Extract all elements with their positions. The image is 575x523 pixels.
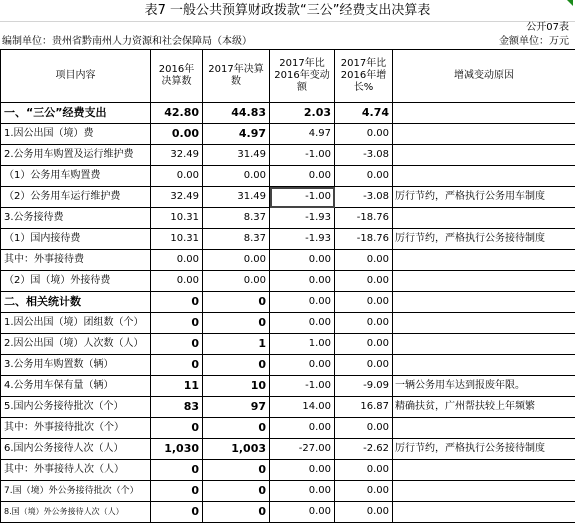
cell-2017[interactable]: 8.37 — [203, 208, 270, 229]
cell-reason[interactable] — [393, 481, 575, 502]
row-name-cell[interactable]: 3.公务接待费 — [1, 208, 151, 229]
cell-reason[interactable]: 厉行节约，严格执行公务用车制度 — [393, 187, 575, 208]
cell-change[interactable]: 1.00 — [270, 334, 335, 355]
cell-reason[interactable]: 厉行节约，严格执行公务接待制度 — [393, 229, 575, 250]
cell-2016[interactable]: 0 — [151, 502, 203, 523]
cell-growth[interactable]: -18.76 — [335, 208, 393, 229]
table-row — [1, 292, 575, 313]
cell-2016[interactable]: 0 — [151, 418, 203, 439]
cell-reason[interactable] — [393, 292, 575, 313]
cell-2017[interactable]: 0 — [203, 313, 270, 334]
selected-cell[interactable]: -1.00 — [270, 187, 335, 208]
table-row — [1, 250, 575, 271]
row-name-cell[interactable]: （2）国（境）外接待费 — [1, 271, 151, 292]
header-reason[interactable]: 增减变动原因 — [393, 50, 575, 103]
cell-change[interactable]: 0.00 — [270, 250, 335, 271]
cell-change[interactable]: 0.00 — [270, 313, 335, 334]
cell-change[interactable]: 4.97 — [270, 124, 335, 145]
cell-2016[interactable]: 10.31 — [151, 208, 203, 229]
cell-2017[interactable]: 0 — [203, 292, 270, 313]
cell-growth[interactable]: -2.62 — [335, 439, 393, 460]
row-name-cell[interactable]: 8.国（境）外公务接待人次（人） — [1, 502, 151, 523]
amount-unit[interactable]: 金额单位：万元 — [499, 35, 569, 49]
table-row — [1, 229, 575, 250]
cell-reason[interactable]: 一辆公务用车达到报废年限。 — [393, 376, 575, 397]
row-name-cell[interactable]: 1.因公出国（境）团组数（个） — [1, 313, 151, 334]
header-change[interactable]: 2017年比2016年变动额 — [270, 50, 335, 103]
header-item[interactable]: 项目内容 — [1, 50, 151, 103]
cell-growth[interactable]: -3.08 — [335, 145, 393, 166]
cell-2017[interactable]: 1 — [203, 334, 270, 355]
header-2016[interactable]: 2016年决算数 — [151, 50, 203, 103]
meta-row — [0, 35, 575, 49]
cell-2016[interactable]: 10.31 — [151, 229, 203, 250]
cell-2017[interactable]: 8.37 — [203, 229, 270, 250]
row-name-cell[interactable]: （2）公务用车运行维护费 — [1, 187, 151, 208]
title-row — [0, 0, 575, 22]
row-name-cell[interactable]: 3.公务用车购置数（辆） — [1, 355, 151, 376]
row-name-cell[interactable]: 其中：外事接待人次（人） — [1, 460, 151, 481]
table-row — [1, 187, 575, 208]
table-row — [1, 208, 575, 229]
cell-reason[interactable] — [393, 124, 575, 145]
cell-growth[interactable]: 0.00 — [335, 418, 393, 439]
cell-change[interactable]: 0.00 — [270, 460, 335, 481]
cell-2016[interactable]: 32.49 — [151, 145, 203, 166]
table-row — [1, 271, 575, 292]
cell-2017[interactable]: 97 — [203, 397, 270, 418]
cell-change[interactable]: -1.00 — [270, 376, 335, 397]
cell-2017[interactable]: 1,003 — [203, 439, 270, 460]
cell-2016[interactable]: 0 — [151, 334, 203, 355]
cell-change[interactable]: 14.00 — [270, 397, 335, 418]
table-row — [1, 334, 575, 355]
cell-2017[interactable]: 0 — [203, 418, 270, 439]
cell-growth[interactable]: 0.00 — [335, 313, 393, 334]
cell-change[interactable]: 0.00 — [270, 502, 335, 523]
row-name-cell[interactable]: 7.国（境）外公务接待批次（个） — [1, 481, 151, 502]
cell-growth[interactable]: 16.87 — [335, 397, 393, 418]
cell-growth[interactable]: 0.00 — [335, 250, 393, 271]
cell-2016[interactable]: 42.80 — [151, 103, 203, 124]
table-row — [1, 418, 575, 439]
cell-change[interactable]: -1.93 — [270, 229, 335, 250]
cell-2016[interactable]: 0.00 — [151, 124, 203, 145]
table-row — [1, 103, 575, 124]
cell-change[interactable]: -1.93 — [270, 208, 335, 229]
table-row — [1, 502, 575, 523]
table-row — [1, 460, 575, 481]
row-name-cell[interactable]: 其中：外事接待费 — [1, 250, 151, 271]
header-row — [1, 50, 575, 103]
header-2017[interactable]: 2017年决算数 — [203, 50, 270, 103]
row-name-cell[interactable]: 2.公务用车购置及运行维护费 — [1, 145, 151, 166]
table-code-row — [0, 21, 575, 35]
cell-reason[interactable] — [393, 271, 575, 292]
row-name-cell[interactable]: 1.因公出国（境）费 — [1, 124, 151, 145]
cell-reason[interactable] — [393, 502, 575, 523]
cell-2017[interactable]: 0.00 — [203, 250, 270, 271]
cell-change[interactable]: 0.00 — [270, 166, 335, 187]
cell-2016[interactable]: 11 — [151, 376, 203, 397]
cell-reason[interactable] — [393, 145, 575, 166]
cell-change[interactable]: 0.00 — [270, 271, 335, 292]
cell-2017[interactable]: 0.00 — [203, 271, 270, 292]
table-row — [1, 124, 575, 145]
cell-reason[interactable] — [393, 208, 575, 229]
cell-2017[interactable]: 0 — [203, 502, 270, 523]
cell-2017[interactable]: 0 — [203, 460, 270, 481]
cell-reason[interactable]: 精确扶贫，广州帮扶较上年频繁 — [393, 397, 575, 418]
cell-reason[interactable] — [393, 103, 575, 124]
cell-2017[interactable]: 4.97 — [203, 124, 270, 145]
cell-2016[interactable]: 0 — [151, 460, 203, 481]
cell-reason[interactable]: 厉行节约，严格执行公务接待制度 — [393, 439, 575, 460]
cell-2017[interactable]: 44.83 — [203, 103, 270, 124]
cell-growth[interactable]: -18.76 — [335, 229, 393, 250]
table-row — [1, 313, 575, 334]
cell-reason[interactable] — [393, 313, 575, 334]
table-code[interactable]: 公开07表 — [526, 21, 569, 35]
cell-growth[interactable]: 0.00 — [335, 124, 393, 145]
cell-growth[interactable]: 0.00 — [335, 334, 393, 355]
cell-2017[interactable]: 31.49 — [203, 187, 270, 208]
cell-2016[interactable]: 83 — [151, 397, 203, 418]
table-row — [1, 145, 575, 166]
cell-growth[interactable]: 4.74 — [335, 103, 393, 124]
cell-2016[interactable]: 0 — [151, 355, 203, 376]
header-growth[interactable]: 2017年比2016年增长% — [335, 50, 393, 103]
cell-2016[interactable]: 32.49 — [151, 187, 203, 208]
table-row — [1, 355, 575, 376]
cell-2016[interactable]: 0.00 — [151, 271, 203, 292]
cell-2016[interactable]: 0 — [151, 481, 203, 502]
reporting-unit[interactable]: 编制单位：贵州省黔南州人力资源和社会保障局（本级） — [2, 35, 252, 49]
cell-2017[interactable]: 0 — [203, 481, 270, 502]
cell-reason[interactable] — [393, 355, 575, 376]
row-name-cell[interactable]: 4.公务用车保有量（辆） — [1, 376, 151, 397]
cell-change[interactable]: 0.00 — [270, 292, 335, 313]
cell-change[interactable]: 0.00 — [270, 481, 335, 502]
cell-2016[interactable]: 0 — [151, 313, 203, 334]
cell-reason[interactable] — [393, 334, 575, 355]
cell-2016[interactable]: 0 — [151, 292, 203, 313]
row-name-cell[interactable]: 2.因公出国（境）人次数（人） — [1, 334, 151, 355]
table-row — [1, 376, 575, 397]
cell-change[interactable]: 2.03 — [270, 103, 335, 124]
cell-2016[interactable]: 1,030 — [151, 439, 203, 460]
row-name-cell[interactable]: 6.国内公务接待人次（人） — [1, 439, 151, 460]
row-name-cell[interactable]: 一、“三公”经费支出 — [1, 103, 151, 124]
cell-2016[interactable]: 0.00 — [151, 250, 203, 271]
cell-reason[interactable] — [393, 250, 575, 271]
cell-2016[interactable]: 0.00 — [151, 166, 203, 187]
cell-growth[interactable]: 0.00 — [335, 481, 393, 502]
cell-growth[interactable]: 0.00 — [335, 292, 393, 313]
cell-change[interactable]: 0.00 — [270, 418, 335, 439]
cell-2017[interactable]: 0 — [203, 355, 270, 376]
row-name-cell[interactable]: （1）公务用车购置费 — [1, 166, 151, 187]
cell-change[interactable]: -27.00 — [270, 439, 335, 460]
table-row — [1, 397, 575, 418]
sheet-title[interactable]: 表7 一般公共预算财政拨款“三公”经费支出决算表 — [0, 2, 575, 19]
table-row — [1, 439, 575, 460]
cell-2017[interactable]: 0.00 — [203, 166, 270, 187]
cell-growth[interactable]: 0.00 — [335, 166, 393, 187]
cell-change[interactable]: -1.00 — [270, 145, 335, 166]
comment-indicator-icon — [567, 0, 573, 6]
cell-reason[interactable] — [393, 460, 575, 481]
cell-reason[interactable] — [393, 418, 575, 439]
cell-reason[interactable] — [393, 166, 575, 187]
row-name-cell[interactable]: （1）国内接待费 — [1, 229, 151, 250]
row-name-cell[interactable]: 5.国内公务接待批次（个） — [1, 397, 151, 418]
cell-growth[interactable]: 0.00 — [335, 271, 393, 292]
table-row — [1, 166, 575, 187]
cell-2017[interactable]: 31.49 — [203, 145, 270, 166]
spreadsheet-grid — [0, 49, 575, 523]
cell-growth[interactable]: 0.00 — [335, 460, 393, 481]
row-name-cell[interactable]: 二、相关统计数 — [1, 292, 151, 313]
cell-growth[interactable]: -3.08 — [335, 187, 393, 208]
cell-change[interactable]: 0.00 — [270, 355, 335, 376]
cell-growth[interactable]: 0.00 — [335, 502, 393, 523]
cell-growth[interactable]: 0.00 — [335, 355, 393, 376]
cell-growth[interactable]: -9.09 — [335, 376, 393, 397]
table-row — [1, 481, 575, 502]
cell-2017[interactable]: 10 — [203, 376, 270, 397]
row-name-cell[interactable]: 其中：外事接待批次（个） — [1, 418, 151, 439]
